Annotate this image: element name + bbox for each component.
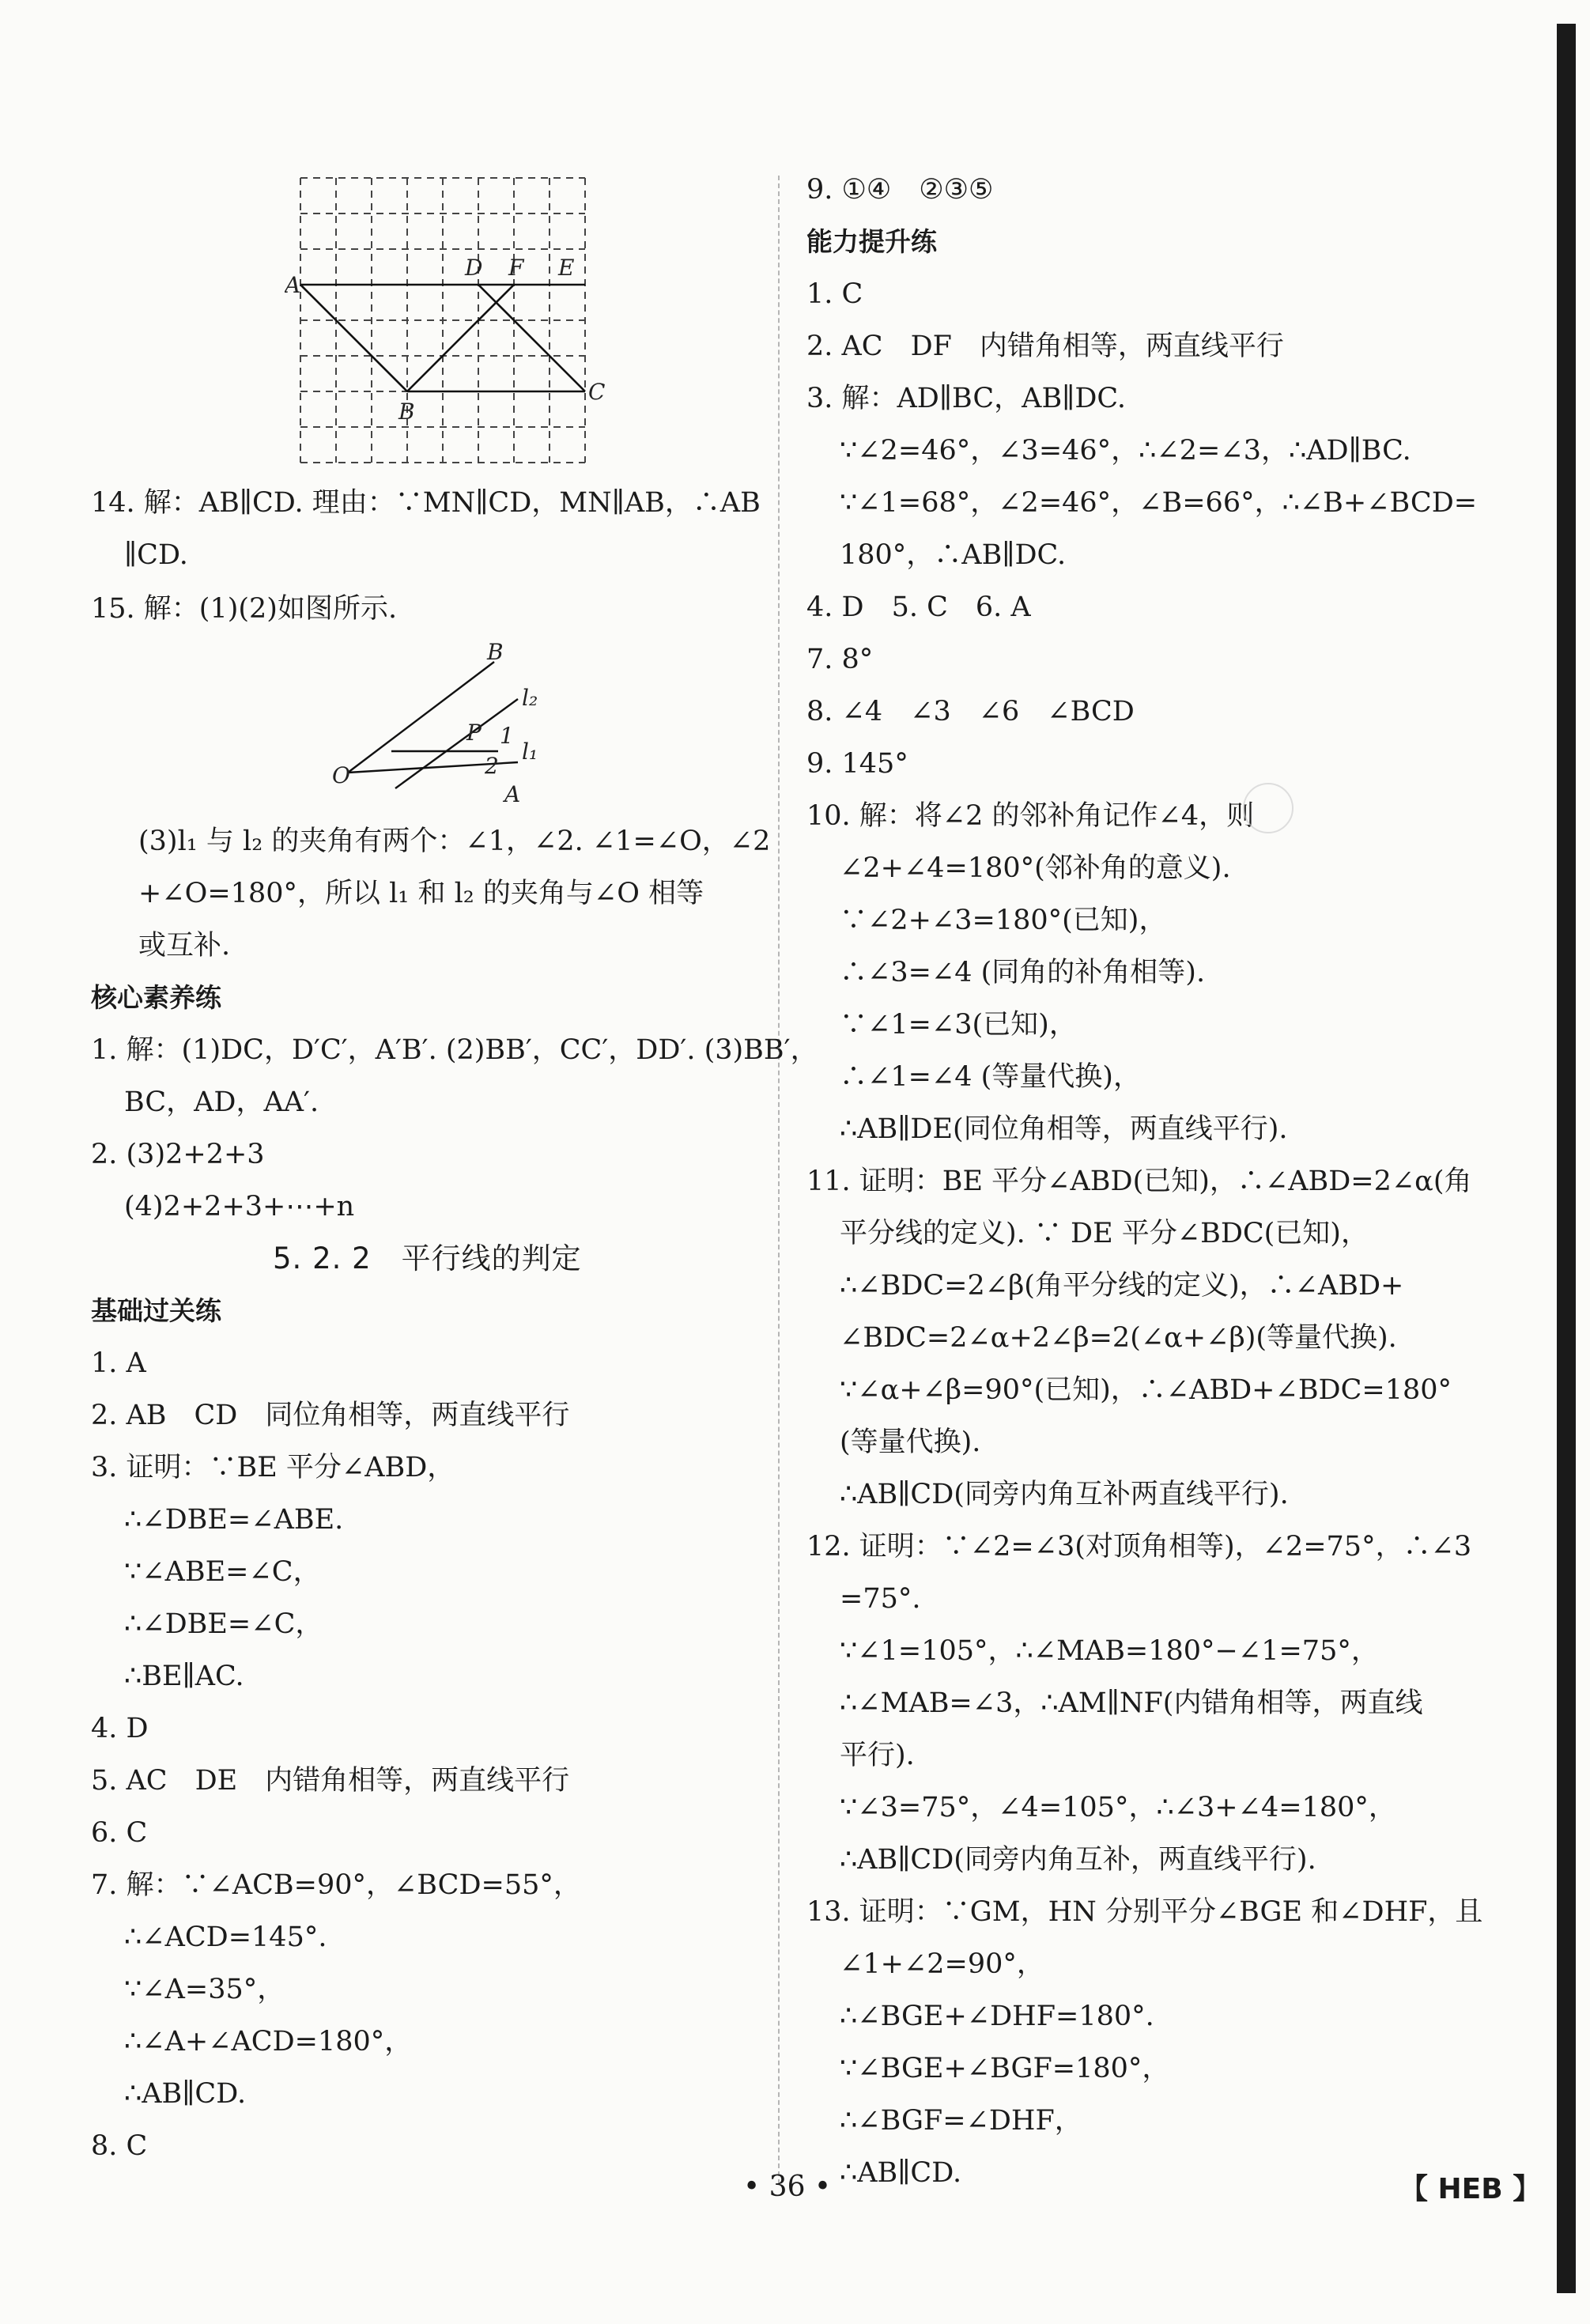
ability-13-line2: ∠1+∠2=90°，: [840, 1948, 1044, 1980]
fig2-label-B: B: [487, 642, 504, 665]
angle-figure: [332, 642, 569, 808]
ability-8: 8. ∠4 ∠3 ∠6 ∠BCD: [806, 696, 1135, 727]
basic-3-line3: ∵∠ABE=∠C，: [124, 1556, 321, 1588]
basic-7-line5: ∴AB∥CD.: [124, 2078, 247, 2110]
ability-13-line3: ∴∠BGE+∠DHF=180°.: [840, 2001, 1154, 2032]
ability-11-line6: (等量代换).: [840, 1427, 981, 1458]
ability-10-line1: 10. 解：将∠2 的邻补角记作∠4，则: [806, 800, 1255, 832]
basic-3-line5: ∴BE∥AC.: [124, 1661, 244, 1692]
fig1-label-C: C: [588, 379, 606, 405]
fig2-label-l1: l₁: [522, 739, 538, 765]
ability-13-line1: 13. 证明：∵GM，HN 分别平分∠BGE 和∠DHF，且: [806, 1896, 1483, 1928]
basic-7-line3: ∵∠A=35°，: [124, 1974, 285, 2005]
basic-7-line4: ∴∠A+∠ACD=180°，: [124, 2026, 413, 2058]
ability-12-line4: ∴∠MAB=∠3，∴AM∥NF(内错角相等，两直线: [840, 1687, 1423, 1719]
fig1-label-A: A: [285, 272, 301, 298]
basic-section-heading: 基础过关练: [91, 1295, 221, 1326]
answer-14-line2: ∥CD.: [124, 539, 188, 571]
ability-9: 9. 145°: [806, 748, 908, 780]
ability-11-line1: 11. 证明：BE 平分∠ABD(已知)，∴∠ABD=2∠α(角: [806, 1166, 1472, 1197]
grid-figure: [285, 174, 696, 467]
fig2-label-1: 1: [500, 723, 514, 749]
fig1-label-E: E: [558, 255, 575, 281]
ability-12-line5: 平行).: [840, 1740, 915, 1771]
ability-12-line1: 12. 证明：∵∠2=∠3(对顶角相等)，∠2=75°，∴∠3: [806, 1531, 1472, 1563]
answer-15-3-line2: +∠O=180°，所以 l₁ 和 l₂ 的夹角与∠O 相等: [138, 878, 704, 909]
fig1-label-B: B: [398, 399, 415, 425]
fig2-label-2: 2: [485, 753, 499, 779]
fig2-label-O: O: [332, 762, 350, 788]
answer-14-line1: 14. 解：AB∥CD. 理由：∵MN∥CD，MN∥AB，∴AB: [91, 487, 761, 519]
ability-12-line7: ∴AB∥CD(同旁内角互补，两直线平行).: [840, 1844, 1316, 1876]
page-edge: [1557, 24, 1576, 2293]
fig1-label-D: D: [465, 255, 483, 281]
answer-15: 15. 解：(1)(2)如图所示.: [91, 593, 398, 625]
ability-12-line6: ∵∠3=75°，∠4=105°，∴∠3+∠4=180°，: [840, 1792, 1396, 1823]
core-2-line1: 2. (3)2+2+3: [91, 1139, 265, 1170]
ability-12-line3: ∵∠1=105°，∴∠MAB=180°−∠1=75°，: [840, 1635, 1379, 1667]
ability-12-line2: =75°.: [840, 1583, 921, 1615]
ability-3-line1: 3. 解：AD∥BC，AB∥DC.: [806, 383, 1127, 414]
basic-3-line1: 3. 证明：∵BE 平分∠ABD，: [91, 1452, 455, 1483]
ability-13-line5: ∴∠BGF=∠DHF，: [840, 2105, 1082, 2137]
page-number: • 36 •: [743, 2171, 832, 2203]
ability-10-line7: ∴AB∥DE(同位角相等，两直线平行).: [840, 1113, 1288, 1145]
ability-11-line7: ∴AB∥CD(同旁内角互补两直线平行).: [840, 1479, 1289, 1510]
ability-13-line4: ∵∠BGE+∠BGF=180°，: [840, 2053, 1170, 2084]
watermark-stamp: [1243, 783, 1294, 833]
ability-3-line3: ∵∠1=68°，∠2=46°，∠B=66°，∴∠B+∠BCD=: [840, 487, 1478, 519]
basic-5: 5. AC DE 内错角相等，两直线平行: [91, 1765, 570, 1797]
basic-3-line2: ∴∠DBE=∠ABE.: [124, 1504, 344, 1536]
ability-10-line3: ∵∠2+∠3=180°(已知)，: [840, 905, 1167, 936]
ability-13-line6: ∴AB∥CD.: [840, 2157, 962, 2189]
basic-2: 2. AB CD 同位角相等，两直线平行: [91, 1400, 570, 1431]
fig2-label-A: A: [504, 781, 521, 807]
ability-3-line4: 180°，∴AB∥DC.: [840, 539, 1067, 571]
ability-10-line2: ∠2+∠4=180°(邻补角的意义).: [840, 852, 1231, 884]
ability-7: 7. 8°: [806, 644, 874, 675]
ability-11-line2: 平分线的定义). ∵ DE 平分∠BDC(已知)，: [840, 1218, 1369, 1249]
ability-10-line6: ∴∠1=∠4 (等量代换)，: [840, 1061, 1141, 1093]
answer-15-3-line1: (3)l₁ 与 l₂ 的夹角有两个：∠1，∠2. ∠1=∠O，∠2: [138, 826, 771, 857]
ability-1: 1. C: [806, 278, 863, 310]
fig2-label-l2: l₂: [522, 685, 538, 711]
section-title: 5. 2. 2 平行线的判定: [273, 1241, 582, 1275]
basic-4: 4. D: [91, 1713, 149, 1744]
ability-11-line4: ∠BDC=2∠α+2∠β=2(∠α+∠β)(等量代换).: [840, 1322, 1397, 1354]
core-2-line2: (4)2+2+3+⋯+n: [124, 1191, 355, 1222]
ability-3-line2: ∵∠2=46°，∠3=46°，∴∠2=∠3，∴AD∥BC.: [840, 435, 1411, 467]
core-1-line2: BC，AD，AA′.: [124, 1086, 319, 1118]
ability-10-line5: ∵∠1=∠3(已知)，: [840, 1009, 1077, 1041]
ability-10-line4: ∴∠3=∠4 (同角的补角相等).: [840, 957, 1206, 988]
answer-9-top: 9. ①④ ②③⑤: [806, 174, 994, 206]
ability-2: 2. AC DF 内错角相等，两直线平行: [806, 331, 1284, 362]
basic-3-line4: ∴∠DBE=∠C，: [124, 1608, 323, 1640]
basic-7-line2: ∴∠ACD=145°.: [124, 1922, 327, 1953]
basic-1: 1. A: [91, 1347, 146, 1379]
edition-badge: 【 HEB 】: [1399, 2173, 1542, 2205]
fig1-label-F: F: [508, 255, 524, 281]
answer-15-3-line3: 或互补.: [138, 930, 231, 962]
ability-4-5-6: 4. D 5. C 6. A: [806, 591, 1031, 623]
core-section-heading: 核心素养练: [91, 982, 221, 1013]
core-1-line1: 1. 解：(1)DC，D′C′，A′B′. (2)BB′，CC′，DD′. (3)BB′，: [91, 1034, 818, 1066]
basic-7-line1: 7. 解：∵∠ACB=90°，∠BCD=55°，: [91, 1869, 581, 1901]
ability-11-line3: ∴∠BDC=2∠β(角平分线的定义)，∴∠ABD+: [840, 1270, 1404, 1302]
fig2-label-P: P: [466, 720, 482, 746]
ability-11-line5: ∵∠α+∠β=90°(已知)，∴∠ABD+∠BDC=180°: [840, 1374, 1452, 1406]
column-divider: [778, 176, 780, 2184]
basic-6: 6. C: [91, 1817, 148, 1849]
ability-section-heading: 能力提升练: [806, 226, 937, 257]
basic-8: 8. C: [91, 2130, 148, 2162]
